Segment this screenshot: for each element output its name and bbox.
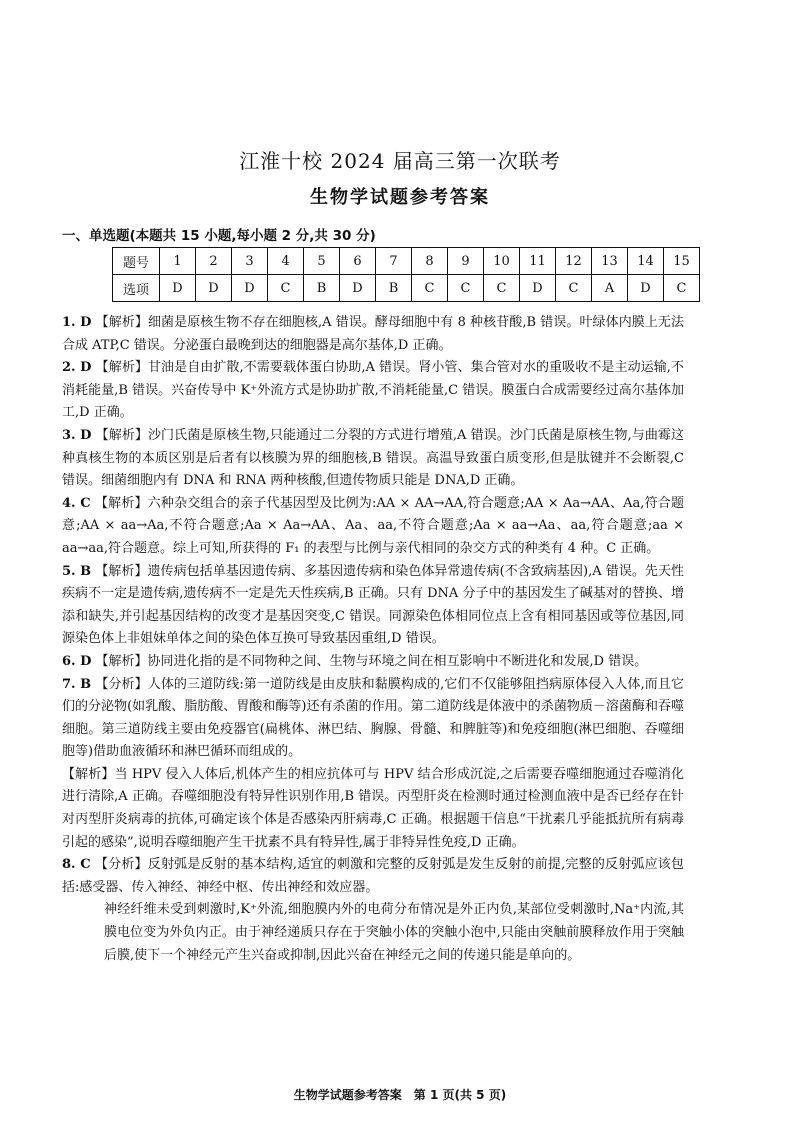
- question-label: 2. D: [62, 360, 92, 376]
- answer-cell: C: [412, 275, 448, 302]
- question-number: 14: [628, 248, 664, 275]
- answer-table-number-row: [113, 248, 700, 275]
- question-number: 8: [412, 248, 448, 275]
- answer-cell: C: [448, 275, 484, 302]
- explanation-text: 【解析】遗传病包括单基因遗传病、多基因遗传病和染色体异常遗传病(不含致病基因),A 错误。先天性疾病不一定是遗传病,遗传病不一定是先天性疾病,B 正确。只有 DNA 分子中的基因发生了碱基对的替换、增添和缺失,并引起基因结构的改变才是基因突变,C 错误。同源染色体相同位点上含有相同基因或等位基因,同源染色体上非姐妹单体之间的染色体互换可导致基因重组,D 错误。: [62, 563, 684, 647]
- explanation-text: 【解析】六种杂交组合的亲子代基因型及比例为:AA × AA→AA,符合题意;AA × Aa→AA、Aa,符合题意;AA × aa→Aa,不符合题意;Aa × Aa→AA、Aa、aa,不符合题意;Aa × aa→Aa、aa,符合题意;aa × aa→aa,符合题意。综上可知,所获得的 F₁ 的表型与比例与亲代相同的杂交方式的种类有 4 种。C 正确。: [62, 495, 684, 556]
- question-label: 1. D: [62, 315, 92, 330]
- answer-cell: C: [556, 275, 592, 302]
- analysis-text: 【分析】反射弧是反射的基本结构,适宜的刺激和完整的反射弧是发生反射的前提,完整的反射弧应该包括:感受器、传入神经、神经中枢、传出神经和效应器。: [62, 857, 684, 895]
- question-label: 6. D: [62, 653, 92, 669]
- explanation-text: 【解析】甘油是自由扩散,不需要载体蛋白协助,A 错误。肾小管、集合管对水的重吸收不是主动运输,不消耗能量,B 错误。兴奋传导中 K⁺外流方式是协助扩散,不消耗能量,C 错误。膜蛋白合成需要经过高尔基体加工,D 正确。: [62, 360, 685, 421]
- question-label: 5. B: [62, 563, 92, 579]
- explanation-q4: [62, 493, 684, 561]
- answer-table: [112, 247, 700, 302]
- explanation-q5: [62, 561, 684, 651]
- explanations: [62, 312, 684, 967]
- explanation-q8-detail: [62, 899, 684, 967]
- question-number: 4: [268, 248, 304, 275]
- question-label: 7. B: [62, 676, 92, 692]
- answer-cell: D: [160, 275, 196, 302]
- explanation-text: 【解析】沙门氏菌是原核生物,只能通过二分裂的方式进行增殖,A 错误。沙门氏菌是原核生物,与曲霉这种真核生物的本质区别是后者有以核膜为界的细胞核,B 错误。高温导致蛋白质变形,但是肽键并不会断裂,C 错误。细菌细胞内有 DNA 和 RNA 两种核酸,但遗传物质只能是 DNA,D 正确。: [62, 427, 685, 489]
- answer-cell: D: [232, 275, 268, 302]
- page-footer: 生物学试题参考答案 第 1 页(共 5 页): [293, 1088, 507, 1102]
- answer-cell: C: [484, 275, 520, 302]
- answer-cell: C: [268, 275, 304, 302]
- question-number: 13: [592, 248, 628, 275]
- row-label-answer: 选项: [113, 275, 160, 302]
- question-number: 5: [304, 248, 340, 275]
- question-label: 4. C: [62, 495, 91, 511]
- question-number: 15: [664, 248, 700, 275]
- answer-cell: D: [196, 275, 232, 302]
- explanation-text: 神经纤维未受到刺激时,K⁺外流,细胞膜内外的电荷分布情况是外正内负,某部位受刺激时,Na⁺内流,其膜电位变为外负内正。由于神经递质只存在于突触小体的突触小泡中,只能由突触前膜释放作用于突触后膜,使下一个神经元产生兴奋或抑制,因此兴奋在神经元之间的传递只能是单向的。: [104, 902, 684, 963]
- answer-cell: B: [304, 275, 340, 302]
- question-number: 7: [376, 248, 412, 275]
- question-number: 11: [520, 248, 556, 275]
- answer-cell: B: [376, 275, 412, 302]
- question-number: 6: [340, 248, 376, 275]
- answer-table-answer-row: [113, 275, 700, 302]
- explanation-q1: [62, 312, 684, 357]
- explanation-q7-solution: [62, 764, 684, 854]
- answer-cell: D: [628, 275, 664, 302]
- explanation-q8: [62, 854, 684, 899]
- explanation-q7: [62, 674, 684, 764]
- question-label: 3. D: [62, 427, 92, 443]
- answer-cell: C: [664, 275, 700, 302]
- explanation-text: 【解析】协同进化指的是不同物种之间、生物与环境之间在相互影响中不断进化和发展,D 错误。: [95, 653, 648, 669]
- explanation-text: 【解析】当 HPV 侵入人体后,机体产生的相应抗体可与 HPV 结合形成沉淀,之后需要吞噬细胞通过吞噬消化进行清除,A 正确。吞噬细胞没有特异性识别作用,B 错误。丙型肝炎在检测时通过检测血液中是否已经存在针对丙型肝炎病毒的抗体,可确定该个体是否感染丙肝病毒,C 正确。根据题干信息“干扰素几乎能抵抗所有病毒引起的感染”,说明吞噬细胞产生干扰素不具有特异性,属于非特异性免疫,D 正确。: [62, 766, 684, 850]
- answer-cell: A: [592, 275, 628, 302]
- answer-cell: D: [520, 275, 556, 302]
- analysis-text: 【分析】人体的三道防线:第一道防线是由皮肤和黏膜构成的,它们不仅能够阻挡病原体侵入人体,而且它们的分泌物(如乳酸、脂肪酸、胃酸和酶等)还有杀菌的作用。第二道防线是体液中的杀菌物质－溶菌酶和吞噬细胞。第三道防线主要由免疫器官(扁桃体、淋巴结、胸腺、骨髓、和脾脏等)和免疫细胞(淋巴细胞、吞噬细胞等)借助血液循环和淋巴循环而组成的。: [62, 676, 684, 760]
- document-subtitle: 生物学试题参考答案: [310, 187, 490, 208]
- question-number: 2: [196, 248, 232, 275]
- question-number: 12: [556, 248, 592, 275]
- explanation-q2: [62, 357, 684, 425]
- question-number: 9: [448, 248, 484, 275]
- row-label-number: 题号: [113, 248, 160, 275]
- question-number: 10: [484, 248, 520, 275]
- question-label: 8. C: [62, 857, 91, 873]
- explanation-q6: [62, 651, 684, 674]
- explanation-text: 【解析】细菌是原核生物不存在细胞核,A 错误。酵母细胞中有 8 种核苷酸,B 错误。叶绿体内膜上无法合成 ATP,C 错误。分泌蛋白最晚到达的细胞器是高尔基体,D 正确。: [62, 315, 684, 353]
- question-number: 3: [232, 248, 268, 275]
- question-number: 1: [160, 248, 196, 275]
- answer-cell: D: [340, 275, 376, 302]
- exam-title: 江淮十校 2024 届高三第一次联考: [239, 149, 561, 173]
- section-heading: 一、单选题(本题共 15 小题,每小题 2 分,共 30 分): [62, 228, 376, 244]
- explanation-q3: [62, 425, 684, 493]
